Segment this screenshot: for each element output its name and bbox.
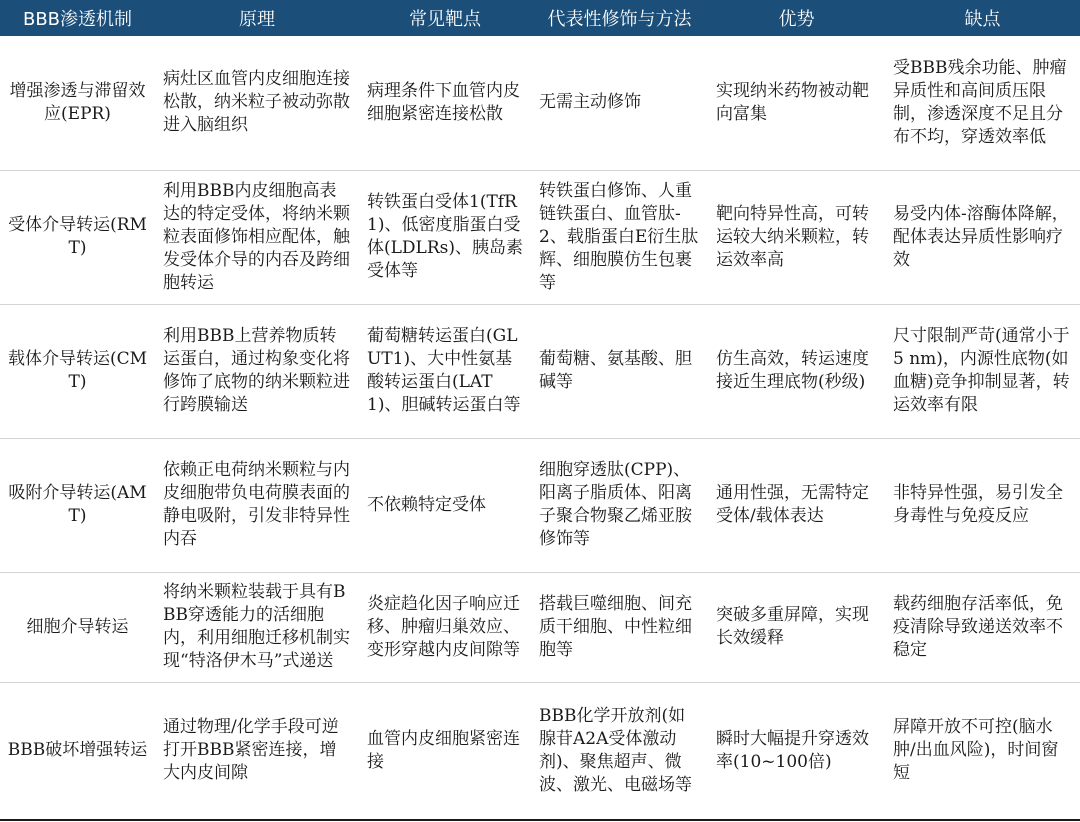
- table-body: [0, 36, 1080, 820]
- cell-advantages: 靶向特异性高，可转运较大纳米颗粒，转运效率高: [708, 170, 885, 304]
- table-row: [0, 438, 1080, 572]
- cell-advantages: 通用性强，无需特定受体/载体表达: [708, 438, 885, 572]
- cell-targets: 炎症趋化因子响应迁移、肿瘤归巢效应、变形穿越内皮间隙等: [359, 572, 531, 682]
- table-row: [0, 304, 1080, 438]
- header-mechanism: BBB渗透机制: [0, 0, 155, 36]
- cell-methods: 搭载巨噬细胞、间充质干细胞、中性粒细胞等: [531, 572, 708, 682]
- table-row: [0, 36, 1080, 170]
- table-row: [0, 170, 1080, 304]
- cell-principle: 将纳米颗粒装载于具有BBB穿透能力的活细胞内，利用细胞迁移机制实现“特洛伊木马”式递送: [155, 572, 359, 682]
- cell-disadvantages: 载药细胞存活率低，免疫清除导致递送效率不稳定: [885, 572, 1080, 682]
- cell-disadvantages: 屏障开放不可控(脑水肿/出血风险)，时间窗短: [885, 682, 1080, 820]
- cell-mechanism: 增强渗透与滞留效应(EPR): [0, 36, 155, 170]
- cell-methods: 细胞穿透肽(CPP)、阳离子脂质体、阳离子聚合物聚乙烯亚胺修饰等: [531, 438, 708, 572]
- cell-mechanism: 载体介导转运(CMT): [0, 304, 155, 438]
- cell-targets: 病理条件下血管内皮细胞紧密连接松散: [359, 36, 531, 170]
- table-row: [0, 572, 1080, 682]
- table-row: [0, 682, 1080, 820]
- cell-principle: 依赖正电荷纳米颗粒与内皮细胞带负电荷膜表面的静电吸附，引发非特异性内吞: [155, 438, 359, 572]
- header-principle: 原理: [155, 0, 359, 36]
- cell-methods: 转铁蛋白修饰、人重链铁蛋白、血管肽-2、载脂蛋白E衍生肽辉、细胞膜仿生包裹等: [531, 170, 708, 304]
- cell-disadvantages: 易受内体-溶酶体降解，配体表达异质性影响疗效: [885, 170, 1080, 304]
- cell-principle: 利用BBB上营养物质转运蛋白，通过构象变化将修饰了底物的纳米颗粒进行跨膜输送: [155, 304, 359, 438]
- cell-mechanism: 细胞介导转运: [0, 572, 155, 682]
- cell-mechanism: 吸附介导转运(AMT): [0, 438, 155, 572]
- cell-principle: 通过物理/化学手段可逆打开BBB紧密连接，增大内皮间隙: [155, 682, 359, 820]
- cell-mechanism: 受体介导转运(RMT): [0, 170, 155, 304]
- header-methods: 代表性修饰与方法: [531, 0, 708, 36]
- cell-methods: 无需主动修饰: [531, 36, 708, 170]
- cell-methods: 葡萄糖、氨基酸、胆碱等: [531, 304, 708, 438]
- cell-disadvantages: 受BBB残余功能、肿瘤异质性和高间质压限制，渗透深度不足且分布不均，穿透效率低: [885, 36, 1080, 170]
- cell-targets: 转铁蛋白受体1(TfR1)、低密度脂蛋白受体(LDLRs)、胰岛素受体等: [359, 170, 531, 304]
- cell-disadvantages: 非特异性强，易引发全身毒性与免疫反应: [885, 438, 1080, 572]
- cell-advantages: 仿生高效，转运速度接近生理底物(秒级): [708, 304, 885, 438]
- header-disadvantages: 缺点: [885, 0, 1080, 36]
- cell-methods: BBB化学开放剂(如腺苷A2A受体激动剂)、聚焦超声、微波、激光、电磁场等: [531, 682, 708, 820]
- cell-principle: 病灶区血管内皮细胞连接松散，纳米粒子被动弥散进入脑组织: [155, 36, 359, 170]
- table-header: [0, 0, 1080, 36]
- header-row: [0, 0, 1080, 36]
- cell-mechanism: BBB破坏增强转运: [0, 682, 155, 820]
- cell-targets: 血管内皮细胞紧密连接: [359, 682, 531, 820]
- cell-targets: 葡萄糖转运蛋白(GLUT1)、大中性氨基酸转运蛋白(LAT1)、胆碱转运蛋白等: [359, 304, 531, 438]
- cell-advantages: 实现纳米药物被动靶向富集: [708, 36, 885, 170]
- cell-advantages: 瞬时大幅提升穿透效率(10~100倍): [708, 682, 885, 820]
- header-advantages: 优势: [708, 0, 885, 36]
- cell-disadvantages: 尺寸限制严苛(通常小于5 nm)，内源性底物(如血糖)竞争抑制显著，转运效率有限: [885, 304, 1080, 438]
- cell-targets: 不依赖特定受体: [359, 438, 531, 572]
- cell-advantages: 突破多重屏障，实现长效缓释: [708, 572, 885, 682]
- header-targets: 常见靶点: [359, 0, 531, 36]
- cell-principle: 利用BBB内皮细胞高表达的特定受体，将纳米颗粒表面修饰相应配体，触发受体介导的内吞及跨细胞转运: [155, 170, 359, 304]
